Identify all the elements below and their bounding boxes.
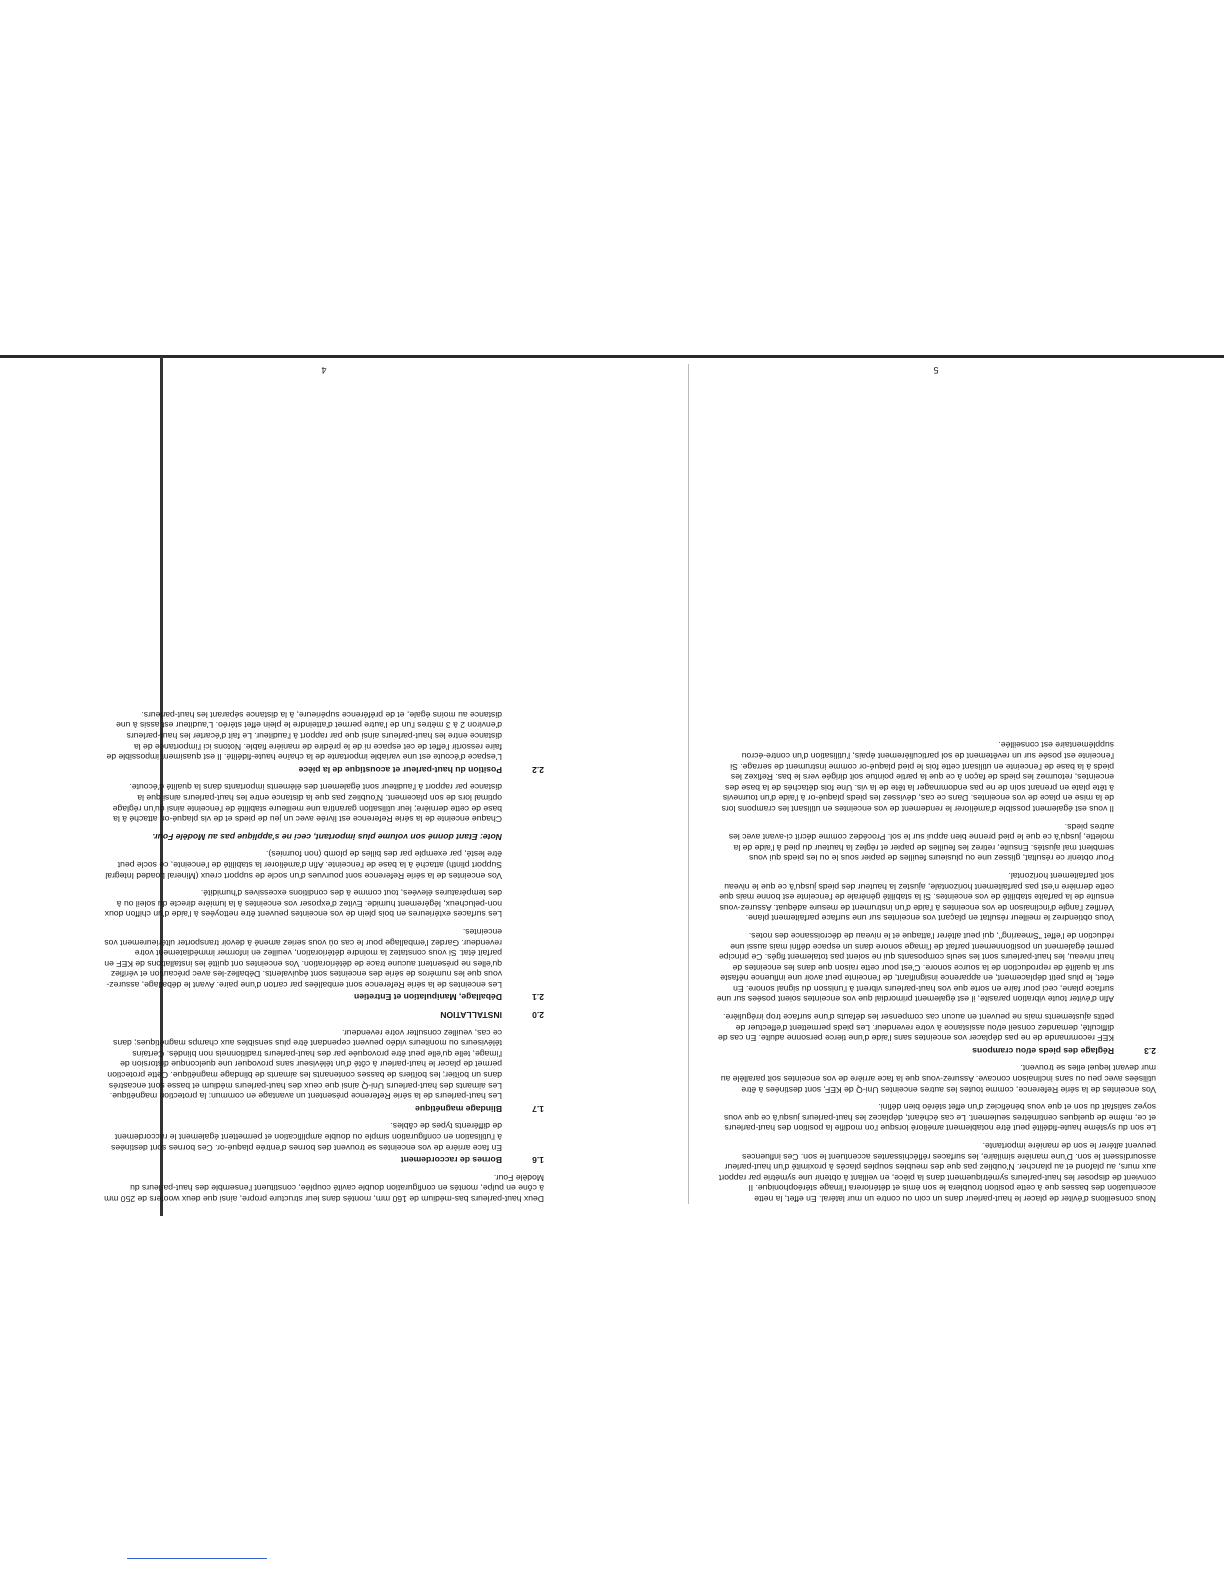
binding-shadow-horizontal <box>0 355 1224 358</box>
paragraph: Vos enceintes de la série Reference, comme toutes les autres enceintes Uni-Q de KEF, sont destinées à être utilisées avec peu ou sans inclinaison concave. Assurez-vous que la face arrière de vos enceintes soit parallèle au mur devant lequel elles se trouvent. <box>720 1063 1156 1095</box>
section-number: 1.6 <box>532 1155 544 1166</box>
paragraph: Il vous est également possible d'améliorer le rendement de vos enceintes en utilisant les crampons lors de la mise en place de vos enceintes. Dans ce cas, dévissez les pieds plaqué-or à l'aide d'un tournevis à tête plate en prenant soin de ne pas endommager la tête de la vis. Une fois détachés de la base des enceintes, retournez les pieds de façon à ce que la partie pointue soit dirigée vers le bas. Refixez les pieds à la base de l'enceinte en utilisant cette fois le pied plaqué-or comme instrument de serrage. Si l'enceinte est posée sur un revêtement de sol particulièrement épais, l'utilisation d'un contre-écrou supplémentaire est conseillée. <box>721 740 1114 814</box>
paragraph: KEF recommande de ne pas déplacer vos enceintes sans l'aide d'une tierce personne adulte. En cas de difficulté, demandez conseil et/ou assistance à votre revendeur. Les pieds permettent d'effectuer de petits ajustements mais ne peuvent en aucun cas compenser les défauts d'une surface trop irrégulière. <box>718 1012 1114 1044</box>
section-number: 2.3 <box>1144 1045 1156 1056</box>
section-1-6 <box>104 1121 544 1165</box>
paragraph: Chaque enceinte de la série Reference est livrée avec un jeu de pieds et de vis plaqué-or, attaché à la base de cette dernière; leur utilisation garantira une meilleure stabilité de l'enceinte ainsi qu'un réglage optimal lors de son placement. N'oubliez pas que la distance entre les haut-parleurs ainsi que la distance par rapport à l'auditeur sont également des éléments importants dans la qualité d'écoute. <box>112 782 502 825</box>
page-number: 4 <box>321 364 327 375</box>
section-2-2 <box>104 709 544 775</box>
paragraph: Le son du système haute-fidélité peut être notablement amélioré lorsque l'on modifie la position des haut-parleurs et ce, même de quelques centimètres seulement. Le cas échéant, déplacez les haut-parleurs jusqu'à ce que vous soyez satisfait du son et que vous bénéficiez d'un effet stéréo bien défini. <box>723 1102 1156 1134</box>
section-2-1 <box>104 782 544 1003</box>
page-number: 5 <box>933 364 939 375</box>
section-title: Blindage magnétique <box>415 1103 502 1114</box>
paragraph: Pour obtenir ce résultat, glissez une ou plusieurs feuilles de papier sous le ou les pieds qui vous semblent mal ajustés. Ensuite, retirez les feuilles de papier et réglez la hauteur du pied à l'aide de la molette, jusqu'à ce que le pied prenne bien appui sur le sol. Procédez comme décrit ci-avant avec les autres pieds. <box>728 821 1114 864</box>
section-1-7 <box>104 1027 544 1114</box>
section-2-0 <box>104 1010 544 1021</box>
section-title: Bornes de raccordement <box>400 1155 502 1166</box>
paragraph: Afin d'éviter toute vibration parasite, il est également primordial que vos enceintes soient posées sur une surface plane, ceci pour faire en sorte que vos haut-parleurs vibrent à l'unisson du signal sonore. En effet, le plus petit déplacement, en apparence insignifiant, de l'enceinte peut avoir une influence néfaste sur la qualité de reproduction de la source sonore. C'est pour cette raison que dans les enceintes de haut niveau, les haut-parleurs sont les seuls composants qui ne soient pas totalement figés. Ce principe permet également un positionnement parfait de l'image sonore dans un espace défini mais aussi une réduction de l'effet "Smearing", qui peut altérer l'attaque et le niveau de décroissance des notes. <box>716 930 1114 1005</box>
paragraph: Les haut-parleurs de la série Reference présentent un avantage en commun: la protection magnétique. Les aimants des haut-parleurs Uni-Q ainsi que ceux des haut-parleurs médium et basse sont encastrés dans un boîtier; les boîtiers de basses contenants les aimants de blindage magnétique. Cette protection permet de placer le haut-parleur à côté d'un téléviseur sans provoquer une quelconque distorsion de l'image, telle qu'elle peut être provoquée par des haut-parleurs traditionnels non blindés. Certains téléviseurs ou moniteurs vidéo peuvent cependant être plus sensibles aux champs magnétiques; dans ce cas, veuillez consulter votre revendeur. <box>107 1027 502 1102</box>
blue-scan-mark <box>127 1558 267 1559</box>
section-title: Réglage des pieds et/ou crampons <box>972 1045 1114 1056</box>
section-title: Déballage, Manipulation et Entretien <box>353 992 502 1003</box>
paragraph: Nous conseillons d'éviter de placer le haut-parleur dans un coin ou contre un mur latéral. En effet, la nette accentuation des basses que à cette position troublera le son émis et détériorera l'image stéréophonique. Il convient de disposer les haut-parleurs symétriquement dans la pièce, en veillant à obtenir une symétrie par rapport aux murs, au plafond et au plancher. N'oubliez pas que des meubles souples placés à proximité d'un haut-parleur assourdissent le son. D'une manière similaire, les surfaces réfléchissantes accentuent le son. Ces influences peuvent altérer le son de manière importante. <box>718 1141 1156 1204</box>
paragraph: Vous obtiendrez le meilleur résultat en plaçant vos enceintes sur une surface parfaitement plane. Vérifiez l'angle d'inclinaison de vos enceintes à l'aide d'un instrument de mesure adéquat. Assurez-vous ensuite de la parfaite stabilité de vos enceintes. Si la stabilité générale de l'enceinte est bonne mais que cette dernière n'est pas parfaitement horizontale, ajustez la hauteur des pieds jusqu'à ce que le niveau soit parfaitement horizontal. <box>719 870 1114 924</box>
page-4 <box>104 364 544 1204</box>
paragraph: L'espace d'écoute est une variable importante de la chaîne haute-fidélité. Il est quasiment impossible de faire ressortir l'effet de cet espace ni de le prédire de manière fiable. Notons ici l'importance de la distance entre les haut-parleurs ainsi que par rapport à l'auditeur. Le fait d'écarter les haut-parleurs d'environ 2 à 3 mètres l'un de l'autre permet d'atteindre le plein effet stéréo. L'auditeur est assis à une distance au moins égale, et de préférence supérieure, à la distance séparant les haut-parleurs. <box>106 709 502 763</box>
section-title: INSTALLATION <box>440 1010 502 1021</box>
paragraph: En face arrière de vos enceintes se trouvent des bornes d'entrée plaqué-or. Ces bornes sont destinées à l'utilisation en configuration simple ou double amplification et permettent également le raccordement de différents types de câbles. <box>111 1121 502 1153</box>
page-gutter <box>688 364 689 1204</box>
paragraph: Les enceintes de la série Reference sont emballées par carton d'une paire. Avant le déballage, assurez-vous que les numéros de série des enceintes sont équivalents. Déballez-les avec précaution et vérifiez qu'elles ne présentent aucune trace de détérioration. Vos enceintes ont quitté les installations de KEF en parfait état. Si vous constatez la moindre détérioration, veuillez en informer immédiatement votre revendeur. Gardez l'emballage pour le cas où vous seriez amené à devoir transporter ultérieurement vos enceintes. <box>104 926 502 990</box>
section-number: 2.2 <box>532 764 544 775</box>
section-2-3 <box>716 740 1156 1056</box>
intro-paragraph: Deux haut-parleurs bas-médium de 160 mm, montés dans leur structure propre, ainsi que deux woofers de 250 mm à cône en pulpe, montés en configuration double cavité couplée, constituent l'ensemble des haut-parleurs du Modèle Four. <box>104 1172 544 1204</box>
page-5 <box>716 364 1156 1204</box>
section-number: 2.0 <box>532 1010 544 1021</box>
section-number: 2.1 <box>532 992 544 1003</box>
section-number: 1.7 <box>532 1103 544 1114</box>
paragraph: Vos enceintes de la série Reference sont pourvues d'un socle de support creux (Mineral Loaded Integral Support plinth) attaché à la base de l'enceinte. Afin d'améliorer la stabilité de l'enceinte, ce socle peut être lesté, par exemple par des billes de plomb (non fournies). <box>105 849 502 881</box>
note: Note: Etant donné son volume plus important, ceci ne s'applique pas au Modèle Four. <box>152 831 502 842</box>
section-title: Position du haut-parleur et acoustique de la pièce <box>298 764 502 775</box>
paragraph: Les surfaces extérieures en bois plein de vos enceintes peuvent être nettoyées à l'aide d'un chiffon doux non-pelucheux, légèrement humide. Evitez d'exposer vos enceintes à la lumière directe du soleil ou à des températures élevées, tout comme à des conditions excessives d'humidité. <box>104 888 502 920</box>
